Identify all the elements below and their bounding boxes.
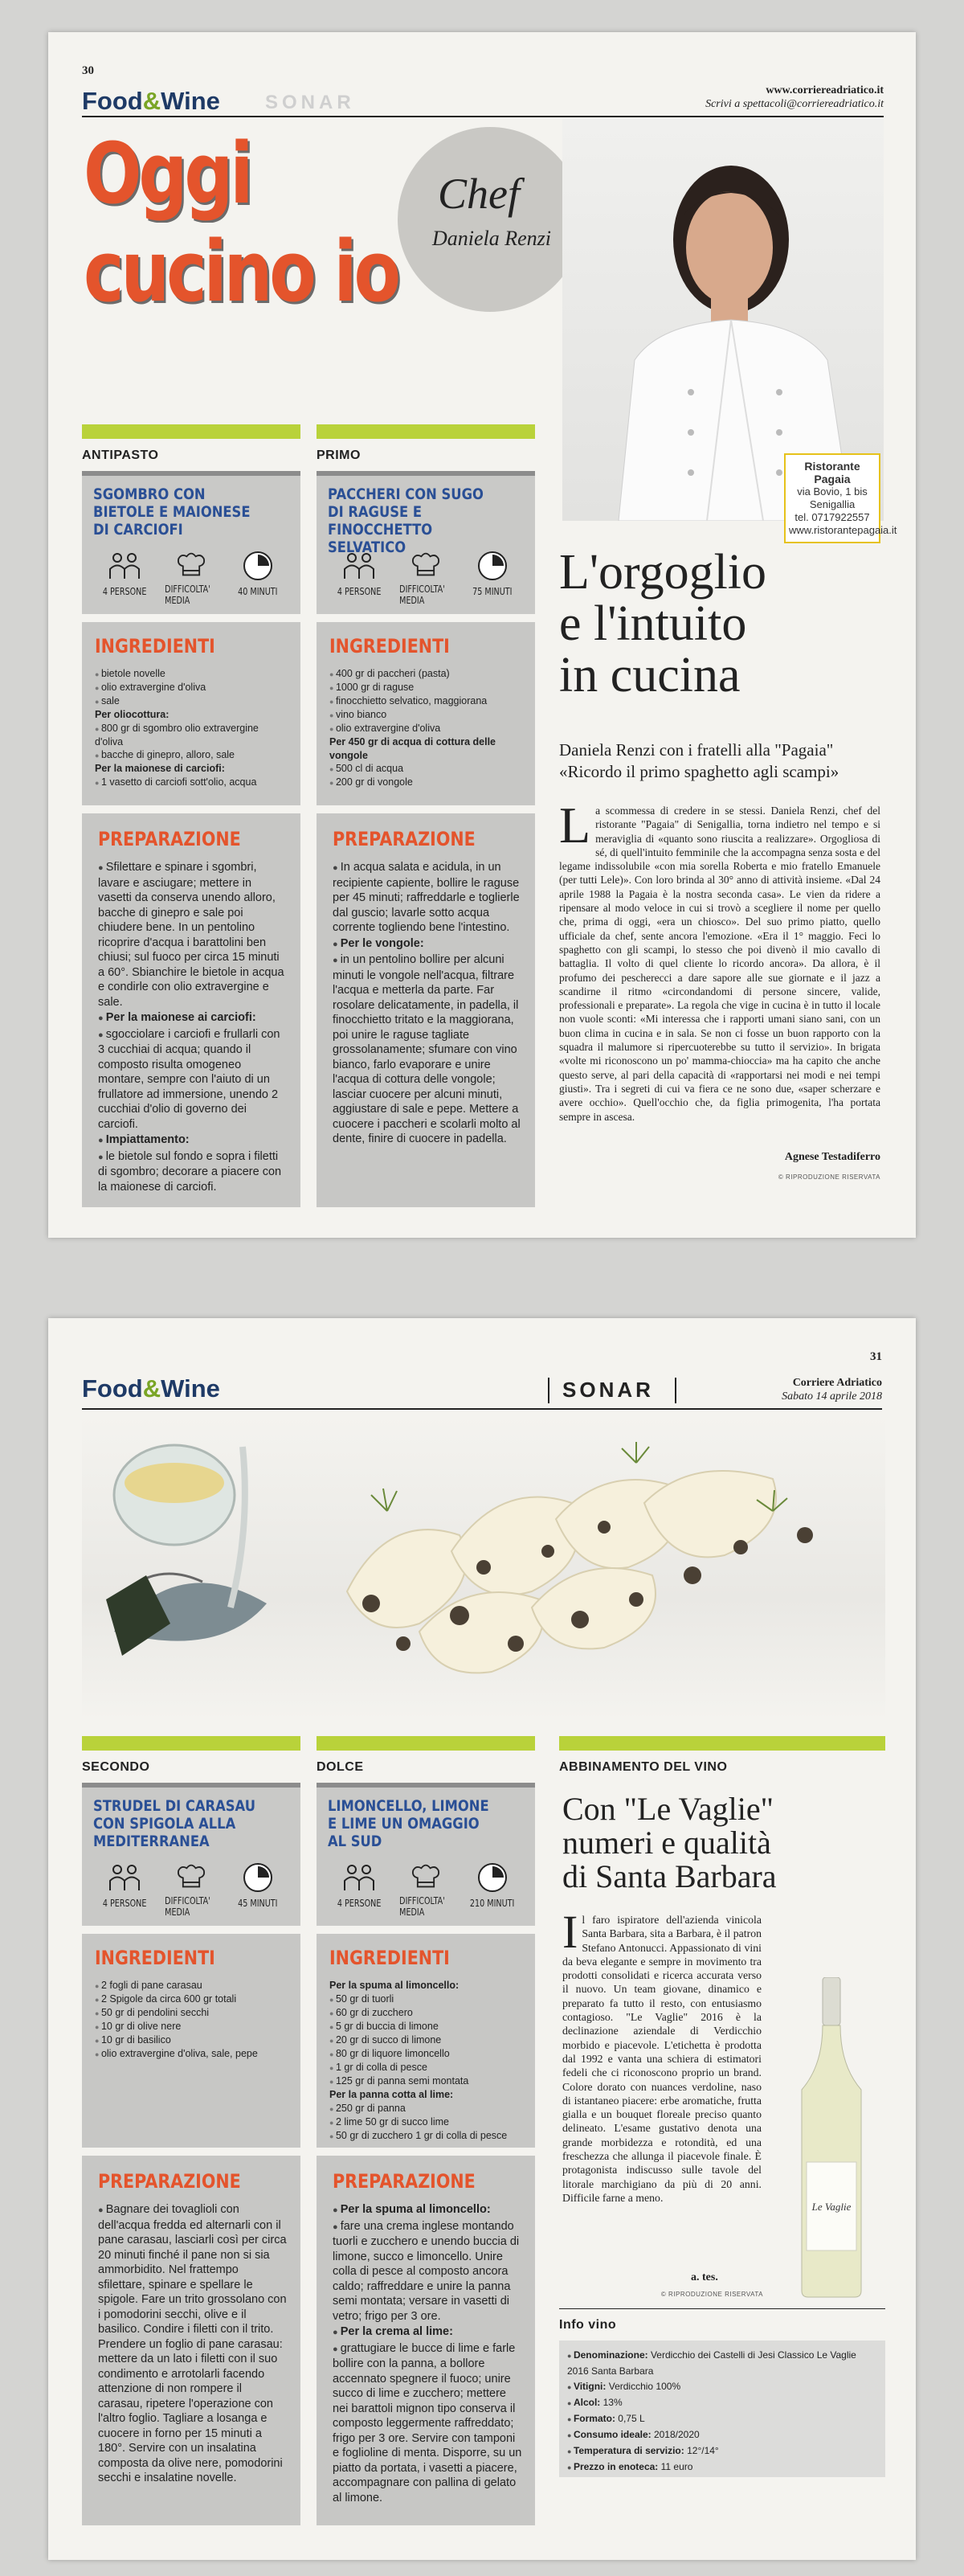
wine-bottle-image	[787, 1977, 876, 2299]
recipe-card-dolce	[317, 1783, 535, 1926]
ingredient-item: ● 2 lime 50 gr di succo lime	[329, 2115, 524, 2129]
wine-article-body: Il faro ispiratore dell'azienda vinicola Santa Barbara, sita a Barbara, è il patron Stefano Antonucci. Appassionato di vini da beva elegante e sempre in movimento tra prodotti consolidati e ricerca accurata verso il nuovo. Un team giovane, dinamico e preparato fa tutto il resto, con entusiasmo contagioso. "Le Vaglie" 2016 è la declinazione aziendale di Verdicchio morbido e piacevole. L'etichetta è prodotta dal 1992 e vanta una schiera di estimatori fedeli che ci riconoscono proprio un brand. Colore dorato con nuances verdoline, naso di istantaneo piacere: erbe aromatiche, frutta gialla e un bouquet floreale preciso quanto delineato. L'esame gustativo denota una grande morbidezza e rotondità, ed una freschezza che allunga il piacevole finale. È protagonista indiscusso sulle tavole del litorale marchigiano da più di 20 anni. Difficile farne a meno.	[562, 1913, 762, 2204]
green-bar-wine	[559, 1736, 885, 1751]
people-icon	[108, 1861, 141, 1894]
recipe-title: LIMONCELLO, LIMONE E LIME UN OMAGGIO AL SUD	[328, 1797, 489, 1850]
article-signature: Agnese Testadiferro	[784, 1151, 880, 1163]
info-value: 11 euro	[658, 2461, 693, 2472]
food-wine-logo: Food&Wine	[82, 87, 220, 115]
preparation-steps	[333, 2202, 522, 2505]
green-bar-dolce	[317, 1736, 535, 1751]
step-subheading: ● Per la crema al lime:	[333, 2324, 522, 2341]
preparation-box-secondo	[82, 2156, 300, 2525]
ingredient-item: ● 2 Spigole da circa 600 gr totali	[95, 1992, 289, 2006]
chef-name: Daniela Renzi	[432, 227, 552, 250]
preparation-heading: PREPARAZIONE	[98, 828, 241, 850]
ingredient-item: ● 1 gr di colla di pesce	[329, 2061, 524, 2074]
info-vino-box	[559, 2341, 885, 2477]
ingredients-list	[329, 667, 524, 789]
ingredient-item: ● 10 gr di basilico	[95, 2033, 289, 2047]
green-bar-secondo	[82, 1736, 300, 1751]
step-text: ● In acqua salata e acidula, in un recipiente capiente, bollire le raguse per 45 minuti; raffreddarle e toglierle dal guscio; lavarle sotto acqua corrente togliendo bene l'intestino.	[333, 860, 522, 936]
clock-icon	[476, 1861, 509, 1894]
green-bar-primo	[317, 424, 535, 439]
info-row	[567, 2427, 877, 2443]
info-rule	[559, 2308, 885, 2309]
ingredient-item: ● olio extravergine d'oliva	[95, 681, 289, 694]
category-secondo: SECONDO	[82, 1760, 150, 1774]
ingredient-item: ● olio extravergine d'oliva	[329, 722, 524, 735]
info-value: 0,75 L	[615, 2413, 645, 2424]
reproduction-notice: © RIPRODUZIONE RISERVATA	[660, 2291, 763, 2298]
clock-icon	[241, 1861, 275, 1894]
category-dolce: DOLCE	[317, 1760, 364, 1774]
preparation-heading: PREPARAZIONE	[333, 828, 476, 850]
chef-circle	[398, 127, 582, 312]
ingredients-list	[329, 1979, 524, 2143]
ingredients-box-primo	[317, 622, 535, 805]
title-line-1: Oggi	[84, 125, 251, 223]
ingredient-subheading: Per la panna cotta al lime:	[329, 2089, 454, 2100]
ingredient-item: ● 50 gr di zucchero 1 gr di colla di pesce	[329, 2129, 524, 2143]
chef-hat-icon	[174, 550, 208, 579]
ingredients-heading: INGREDIENTI	[329, 635, 450, 657]
clock-icon	[476, 550, 509, 582]
ingredient-item: ● vino bianco	[329, 708, 524, 722]
info-value: Verdicchio dei Castelli di Jesi Classico Le Vaglie 2016 Santa Barbara	[567, 2349, 856, 2377]
ingredient-item: ● olio extravergine d'oliva, sale, pepe	[95, 2047, 289, 2061]
preparation-steps	[98, 860, 288, 1194]
ingredients-heading: INGREDIENTI	[95, 635, 215, 657]
article-body: La scommessa di credere in se stessi. Daniela Renzi, chef del ristorante "Pagaia" di Senigallia, torna indietro nel tempo e si meraviglia di «quanto sono riuscita a realizzare». Orgogliosa di sé, di quell'intuito femminile che la accompagna senza sosta e del legame indissolubile «con mia sorella Roberta e mio fratello Emanuele (per tutti Lele)». Con loro brinda al 30° anno di attività insieme. «Dal 24 aprile 1988 la Pagaia è la nostra seconda casa». Le vien da ridere a ripensare al modo veloce in cui si trovò a scegliere il nome per quello che, prima di oggi, «era un chiosco». Del suo primo piatto, quello ufficiale da chef, sente ancora l'emozione. «Era il 1° maggio. Feci lo spaghetto con gli scampi, lo stesso che poi divenò il mio cavallo di battaglia. Il volto di quel cliente lo ricordo ancora». Da allora, è il profumo dei pescherecci a dare sapore alle sue giornate e il jazz a scandirne il ritmo «circondandomi di persone sincere, valide, professionali e preparate». La regola che vige in cucina è in tutto il locale non vuole sconti: «Mi interessa che i rapporti umani siano sani, con un buon clima in cucina e in sala. Se non ci fosse un buon rapporto con la squadra il malumore si ripercuoterebbe su tutto il servizio». In brigata «volte mi riconoscono un po' mamma-chioccia» ma ha capito che anche questo serve, al pari della capacità di «rapportarsi nei modi e nei tempi giusti». Tra i segreti di cui va fiera ce ne sono due, «saper scherzare e avere occhio». Quell'occhio che, da figlia primogenita, l'ha portata sempre in ascesa.	[559, 804, 880, 1123]
info-row	[567, 2395, 877, 2411]
source-line: Corriere Adriatico Sabato 14 aprile 2018	[782, 1377, 882, 1403]
article-subhead: Daniela Renzi con i fratelli alla "Pagaia" «Ricordo il primo spaghetto agli scampi»	[559, 740, 839, 781]
preparation-heading: PREPARAZIONE	[98, 2170, 241, 2193]
ingredient-item: ● 125 gr di panna semi montata	[329, 2074, 524, 2088]
preparation-heading: PREPARAZIONE	[333, 2170, 476, 2193]
chef-hat-icon	[174, 1861, 208, 1891]
ingredient-item: ● 800 gr di sgombro olio extravergine d'oliva	[95, 722, 289, 748]
ingredient-item: ● finocchietto selvatico, maggiorana	[329, 694, 524, 708]
step-text: ● Sfilettare e spinare i sgombri, lavare e asciugare; mettere in vasetti da conserva unendo alloro, bacche di ginepro e sale poi chiudere bene. In un pentolino ricoprire d'acqua i barattolini ben chiusi; sul fuoco per circa 15 minuti a 60°. Sbianchire le bietole in acqua e condirle con olio extravergine e sale.	[98, 860, 288, 1010]
info-row	[567, 2379, 877, 2395]
step-subheading: ● Per le vongole:	[333, 936, 522, 952]
ingredient-item: ● 200 gr di vongole	[329, 776, 524, 789]
info-row	[567, 2443, 877, 2459]
info-value: 12°/14°	[684, 2445, 719, 2456]
newspaper-page-30	[48, 32, 916, 1238]
sonar-ghost-label: SONAR	[265, 92, 355, 113]
preparation-steps	[333, 860, 522, 1147]
newspaper-page-31	[48, 1318, 916, 2560]
info-key: Formato:	[573, 2413, 615, 2424]
sonar-label: SONAR	[562, 1378, 654, 1402]
dish-photo-illustration	[82, 1415, 885, 1720]
ingredients-list	[95, 1979, 289, 2061]
recipe-card-antipasto	[82, 471, 300, 614]
source-line: www.corriereadriatico.it Scrivi a spettacoli@corriereadriatico.it	[705, 84, 884, 110]
chef-hat-icon	[409, 550, 443, 579]
ingredient-subheading: Per la maionese di carciofi:	[95, 763, 225, 774]
info-row	[567, 2411, 877, 2427]
ingredients-box-antipasto	[82, 622, 300, 805]
step-text: ● le bietole sul fondo e sopra i filetti di sgombro; decorare a piacere con la maionese di carciofi.	[98, 1149, 288, 1195]
restaurant-info-box: Ristorante Pagaia via Bovio, 1 bis Senigallia tel. 0717922557 www.ristorantepagaia.it	[784, 453, 880, 543]
info-key: Alcol:	[573, 2397, 601, 2408]
ingredient-item: ● 400 gr di paccheri (pasta)	[329, 667, 524, 681]
wine-headline: Con "Le Vaglie" numeri e qualità di Santa Barbara	[562, 1791, 777, 1894]
info-key: Prezzo in enoteca:	[573, 2461, 659, 2472]
ingredient-subheading: Per 450 gr di acqua di cottura delle vongole	[329, 736, 496, 761]
step-text: ● Bagnare dei tovaglioli con dell'acqua fredda ed alternarli con il pane carasau, lasciarli così per circa 20 minuti finché il pane non si sia ammorbidito. Nel frattempo sfilettare, spinare e spellare le spigole. Fare un trito grossolano con i pomodorini secchi, olive e il basilico. Condire i filetti con il trito. Prendere un foglio di pane carasau: mettere da un lato i filetti con il suo condimento e arrotolarli facendo attenzione di non rompere il carasau, ripetere l'operazione con l'altro foglio. Tagliare a losanga e cuocere in forno per 15 minuti a 180°. Servire con un insalatina composta da olive nere, pomodorini secchi e insalatine novelle.	[98, 2202, 288, 2486]
ingredient-item: ● 1 vasetto di carciofi sott'olio, acqua	[95, 776, 289, 789]
step-text: ● grattugiare le bucce di lime e farle bollire con la panna, a bollore accennato spegnere il fuoco; unire succo di lime e zucchero; mettere nei barattoli mignon tipo conserva il composto leggermente raffreddato; frigo per 3 ore. Servire con tamponi e foglioline di menta. Disporre, su un piatto da portata, i vasetti a piacere, accompagnare con pallina di gelato al limone.	[333, 2341, 522, 2506]
ingredients-heading: INGREDIENTI	[329, 1947, 450, 1969]
green-bar-antipasto	[82, 424, 300, 439]
category-antipasto: ANTIPASTO	[82, 448, 159, 462]
people-icon	[108, 550, 141, 582]
info-key: Denominazione:	[573, 2349, 648, 2361]
ingredient-item: ● 20 gr di succo di limone	[329, 2033, 524, 2047]
step-text: ● sgocciolare i carciofi e frullarli con 3 cucchiai di acqua; quando il composto risulta omogeneo montare, sempre con l'aiuto di un frullatore ad immersione, unendo 2 cucchiai d'olio di governo dei carciofi.	[98, 1027, 288, 1132]
ingredient-item: ● 10 gr di olive nere	[95, 2020, 289, 2033]
ingredient-subheading: Per la spuma al limoncello:	[329, 1980, 460, 1991]
recipe-title: PACCHERI CON SUGO DI RAGUSE E FINOCCHETTO SELVATICO	[328, 485, 484, 556]
ingredient-item: ● 2 fogli di pane carasau	[95, 1979, 289, 1992]
wine-article-signature: a. tes.	[691, 2271, 718, 2283]
info-value: 2018/2020	[651, 2429, 700, 2440]
header-rule	[82, 1408, 882, 1410]
step-text: ● in un pentolino bollire per alcuni minuti le vongole nell'acqua, filtrare l'acqua e metterla da parte. Far rosolare delicatamente, in padella, il finocchietto tritato e la maggiorana, poi unire le raguse tagliate grossolanamente; sfumare con vino bianco, farlo evaporare e unire l'acqua di cottura delle vongole; lasciar cuocere per alcuni minuti, aggiustare di sale e pepe. Mettere a cuocere i paccheri e scolarli molto al dente, finire di cuocere in padella.	[333, 952, 522, 1147]
chef-hat-icon	[409, 1861, 443, 1891]
info-row	[567, 2459, 877, 2476]
ingredients-list	[95, 667, 289, 789]
step-subheading: ● Per la maionese ai carciofi:	[98, 1010, 288, 1026]
ingredient-item: ● 60 gr di zucchero	[329, 2006, 524, 2020]
people-icon	[342, 1861, 376, 1894]
recipe-stats: 4 PERSONE DIFFICOLTA' MEDIA 40 MINUTI	[92, 550, 291, 606]
ingredients-heading: INGREDIENTI	[95, 1947, 215, 1969]
category-primo: PRIMO	[317, 448, 361, 462]
page-number: 30	[82, 64, 94, 77]
info-key: Consumo ideale:	[573, 2429, 652, 2440]
info-value: Verdicchio 100%	[606, 2381, 681, 2392]
recipe-title: STRUDEL DI CARASAU CON SPIGOLA ALLA MEDITERRANEA	[93, 1797, 255, 1850]
reproduction-notice: © RIPRODUZIONE RISERVATA	[778, 1173, 880, 1181]
ingredient-item: ● bietole novelle	[95, 667, 289, 681]
info-vino-heading: Info vino	[559, 2318, 617, 2332]
step-subheading: ● Impiattamento:	[98, 1132, 288, 1149]
page-number: 31	[870, 1350, 882, 1363]
wine-section-label: ABBINAMENTO DEL VINO	[559, 1760, 728, 1774]
dish-photo	[82, 1415, 885, 1720]
chef-word: Chef	[438, 170, 520, 218]
preparation-box-dolce	[317, 2156, 535, 2525]
recipe-stats: 4 PERSONE DIFFICOLTA' MEDIA 210 MINUTI	[326, 1861, 525, 1918]
background-newsprint-left	[0, 16, 48, 514]
ingredients-box-secondo	[82, 1934, 300, 2148]
people-icon	[342, 550, 376, 582]
ingredient-item: ● bacche di ginepro, alloro, sale	[95, 748, 289, 762]
ingredients-box-dolce	[317, 1934, 535, 2148]
preparation-box-antipasto	[82, 813, 300, 1207]
info-key: Vitigni:	[573, 2381, 607, 2392]
ingredient-item: ● sale	[95, 694, 289, 708]
recipe-card-secondo	[82, 1783, 300, 1926]
ingredient-item: ● 1000 gr di raguse	[329, 681, 524, 694]
header-rule	[82, 116, 884, 117]
ingredient-item: ● 80 gr di liquore limoncello	[329, 2047, 524, 2061]
ingredient-item: ● 5 gr di buccia di limone	[329, 2020, 524, 2033]
recipe-card-primo	[317, 471, 535, 614]
recipe-stats: 4 PERSONE DIFFICOLTA' MEDIA 75 MINUTI	[326, 550, 525, 606]
recipe-stats: 4 PERSONE DIFFICOLTA' MEDIA 45 MINUTI	[92, 1861, 291, 1918]
info-value: 13%	[600, 2397, 623, 2408]
preparation-steps	[98, 2202, 288, 2486]
ingredient-item: ● 250 gr di panna	[329, 2102, 524, 2115]
step-text: ● fare una crema inglese montando tuorli e zucchero e unendo buccia di limone, succo e limoncello. Unire colla di pesce al composto ancora caldo; raffreddare e unire la panna semi montata; versare in vasetti di vetro; frigo per 3 ore.	[333, 2219, 522, 2324]
info-row	[567, 2348, 877, 2379]
ingredient-item: ● 50 gr di pendolini secchi	[95, 2006, 289, 2020]
article-headline: L'orgoglio e l'intuito in cucina	[559, 545, 767, 702]
title-line-2: cucino io	[84, 223, 398, 321]
recipe-title: SGOMBRO CON BIETOLE E MAIONESE DI CARCIOFI	[93, 485, 251, 539]
food-wine-logo: Food&Wine	[82, 1374, 220, 1403]
bottle-label-text: Le Vaglie	[811, 2201, 852, 2213]
info-key: Temperatura di servizio:	[573, 2445, 684, 2456]
header-divider	[675, 1378, 676, 1403]
step-subheading: ● Per la spuma al limoncello:	[333, 2202, 522, 2218]
header-divider	[548, 1378, 549, 1403]
preparation-box-primo	[317, 813, 535, 1207]
ingredient-subheading: Per oliocottura:	[95, 709, 170, 720]
ingredient-item: ● 50 gr di tuorli	[329, 1992, 524, 2006]
ingredient-item: ● 500 cl di acqua	[329, 762, 524, 776]
clock-icon	[241, 550, 275, 582]
